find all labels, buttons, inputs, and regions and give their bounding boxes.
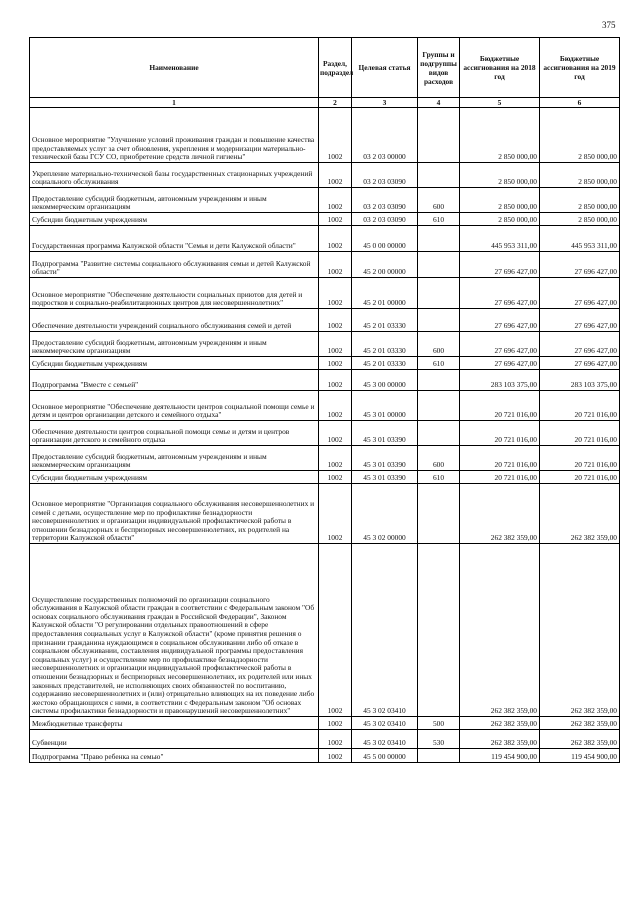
- row-section: 1002: [319, 730, 352, 749]
- row-name: Обеспечение деятельности учреждений социального обслуживания семей и детей: [30, 309, 319, 332]
- row-section: 1002: [319, 332, 352, 357]
- table-row: [30, 188, 620, 213]
- row-section: 1002: [319, 278, 352, 309]
- row-amount-2018: 262 382 359,00: [460, 484, 540, 544]
- row-article: 45 2 01 03330: [352, 332, 418, 357]
- header-article: Целевая статья: [352, 38, 418, 98]
- row-section: 1002: [319, 446, 352, 471]
- row-section: 1002: [319, 370, 352, 391]
- row-article: 03 2 03 03090: [352, 188, 418, 213]
- row-article: 03 2 03 00000: [352, 108, 418, 163]
- row-amount-2018: 445 953 311,00: [460, 226, 540, 252]
- table-row: [30, 370, 620, 391]
- row-name: Предоставление субсидий бюджетным, автономным учреждениям и иным некоммерческим организациям: [30, 188, 319, 213]
- column-number: 4: [418, 98, 460, 108]
- row-article: 45 3 01 03390: [352, 471, 418, 484]
- row-amount-2019: 2 850 000,00: [540, 213, 620, 226]
- row-group: 500: [418, 717, 460, 730]
- row-amount-2019: 119 454 900,00: [540, 749, 620, 763]
- row-group: [418, 370, 460, 391]
- header-row: [30, 38, 620, 98]
- row-group: [418, 484, 460, 544]
- row-amount-2018: 27 696 427,00: [460, 252, 540, 278]
- row-amount-2018: 27 696 427,00: [460, 332, 540, 357]
- header-section: Раздел, подраздел: [319, 38, 352, 98]
- row-group: 610: [418, 357, 460, 370]
- row-section: 1002: [319, 163, 352, 188]
- table-row: [30, 332, 620, 357]
- table-row: [30, 717, 620, 730]
- row-amount-2018: 283 103 375,00: [460, 370, 540, 391]
- row-article: 45 3 02 00000: [352, 484, 418, 544]
- row-amount-2019: 262 382 359,00: [540, 544, 620, 717]
- row-article: 03 2 03 03090: [352, 163, 418, 188]
- row-amount-2019: 262 382 359,00: [540, 730, 620, 749]
- row-section: 1002: [319, 421, 352, 446]
- row-group: [418, 421, 460, 446]
- row-amount-2018: 2 850 000,00: [460, 163, 540, 188]
- table-row: [30, 252, 620, 278]
- row-name: Укрепление материально-технической базы государственных стационарных учреждений социального обслуживания: [30, 163, 319, 188]
- row-group: [418, 163, 460, 188]
- row-amount-2018: 27 696 427,00: [460, 278, 540, 309]
- row-section: 1002: [319, 749, 352, 763]
- row-amount-2019: 262 382 359,00: [540, 717, 620, 730]
- row-article: 45 3 01 03390: [352, 421, 418, 446]
- row-name: Субсидии бюджетным учреждениям: [30, 213, 319, 226]
- row-group: 600: [418, 446, 460, 471]
- row-name: Предоставление субсидий бюджетным, автономным учреждениям и иным некоммерческим организациям: [30, 446, 319, 471]
- row-amount-2018: 262 382 359,00: [460, 730, 540, 749]
- row-section: 1002: [319, 484, 352, 544]
- row-amount-2018: 262 382 359,00: [460, 544, 540, 717]
- column-number: 5: [460, 98, 540, 108]
- row-amount-2019: 283 103 375,00: [540, 370, 620, 391]
- row-section: 1002: [319, 226, 352, 252]
- row-group: [418, 749, 460, 763]
- row-amount-2019: 27 696 427,00: [540, 357, 620, 370]
- row-name: Основное мероприятие "Улучшение условий проживания граждан и повышение качества предоставляемых услуг за счет обновления, укрепления и модернизации материально-технической базы ГСУ СО, приобретение средств личной гигиены": [30, 108, 319, 163]
- row-article: 45 2 01 00000: [352, 278, 418, 309]
- row-amount-2019: 2 850 000,00: [540, 163, 620, 188]
- row-group: [418, 252, 460, 278]
- column-number: 3: [352, 98, 418, 108]
- row-amount-2018: 20 721 016,00: [460, 391, 540, 421]
- table-row: [30, 391, 620, 421]
- row-amount-2019: 20 721 016,00: [540, 471, 620, 484]
- table-row: [30, 446, 620, 471]
- row-section: 1002: [319, 544, 352, 717]
- row-article: 45 3 02 03410: [352, 730, 418, 749]
- row-amount-2019: 27 696 427,00: [540, 252, 620, 278]
- table-row: [30, 278, 620, 309]
- row-group: 610: [418, 213, 460, 226]
- table-row: [30, 226, 620, 252]
- row-article: 45 0 00 00000: [352, 226, 418, 252]
- column-number: 2: [319, 98, 352, 108]
- row-amount-2019: 2 850 000,00: [540, 108, 620, 163]
- row-article: 45 3 02 03410: [352, 717, 418, 730]
- row-name: Подпрограмма "Вместе с семьей": [30, 370, 319, 391]
- row-group: [418, 278, 460, 309]
- row-amount-2019: 262 382 359,00: [540, 484, 620, 544]
- budget-table: [29, 37, 620, 763]
- row-amount-2019: 27 696 427,00: [540, 278, 620, 309]
- header-name: Наименование: [30, 38, 319, 98]
- row-article: 45 2 00 00000: [352, 252, 418, 278]
- row-section: 1002: [319, 108, 352, 163]
- header-2018: Бюджетные ассигнования на 2018 год: [460, 38, 540, 98]
- page-number: 375: [602, 20, 616, 30]
- row-amount-2019: 27 696 427,00: [540, 309, 620, 332]
- header-2019: Бюджетные ассигнования на 2019 год: [540, 38, 620, 98]
- table-row: [30, 730, 620, 749]
- row-amount-2019: 2 850 000,00: [540, 188, 620, 213]
- table-row: [30, 421, 620, 446]
- row-name: Осуществление государственных полномочий по организации социального обслуживания в Калужской области граждан в соответствии с Федеральным законом "Об основах социального обслуживания граждан в Российской Федерации", Законом Калужской области "О регулировании отдельных правоотношений в сфере предоставления социальных услуг в Калужской области" (кроме принятия решения о признании гражданина нуждающимся в социальном обслуживании либо об отказе в социальном обслуживании, составления индивидуальной программы предоставления социальных услуг) и осуществление мер по профилактике безнадзорности несовершеннолетних и организации индивидуальной профилактической работы в отношении безнадзорных и беспризорных несовершеннолетних, их родителей или иных законных представителей, не исполняющих своих обязанностей по воспитанию, содержанию несовершеннолетних и (или) отрицательно влияющих на их поведение либо жестоко обращающихся с ними, в соответствии с Федеральным законом "Об основах системы профилактики безнадзорности и правонарушений несовершеннолетних": [30, 544, 319, 717]
- row-amount-2018: 27 696 427,00: [460, 309, 540, 332]
- row-group: [418, 391, 460, 421]
- row-amount-2019: 445 953 311,00: [540, 226, 620, 252]
- column-number: 1: [30, 98, 319, 108]
- table-row: [30, 108, 620, 163]
- table-row: [30, 357, 620, 370]
- row-amount-2018: 20 721 016,00: [460, 421, 540, 446]
- row-article: 45 2 01 03330: [352, 357, 418, 370]
- table-row: [30, 749, 620, 763]
- row-section: 1002: [319, 357, 352, 370]
- row-amount-2019: 20 721 016,00: [540, 421, 620, 446]
- row-amount-2018: 27 696 427,00: [460, 357, 540, 370]
- row-article: 45 3 01 00000: [352, 391, 418, 421]
- header-group: Группы и подгруппы видов расходов: [418, 38, 460, 98]
- row-amount-2018: 20 721 016,00: [460, 446, 540, 471]
- row-section: 1002: [319, 252, 352, 278]
- row-group: 600: [418, 332, 460, 357]
- row-article: 45 5 00 00000: [352, 749, 418, 763]
- row-group: 530: [418, 730, 460, 749]
- row-name: Субсидии бюджетным учреждениям: [30, 471, 319, 484]
- row-group: 600: [418, 188, 460, 213]
- row-section: 1002: [319, 391, 352, 421]
- row-name: Подпрограмма "Право ребенка на семью": [30, 749, 319, 763]
- row-amount-2018: 2 850 000,00: [460, 108, 540, 163]
- row-name: Обеспечение деятельности центров социальной помощи семье и детям и центров организации детского и семейного отдыха: [30, 421, 319, 446]
- row-section: 1002: [319, 717, 352, 730]
- table-row: [30, 309, 620, 332]
- table-body: [30, 108, 620, 763]
- column-number-row: [30, 98, 620, 108]
- row-section: 1002: [319, 188, 352, 213]
- row-section: 1002: [319, 213, 352, 226]
- row-section: 1002: [319, 471, 352, 484]
- row-name: Основное мероприятие "Организация социального обслуживания несовершеннолетних и семей с детьми, осуществление мер по профилактике безнадзорности несовершеннолетних и организации индивидуальной профилактической работы в отношении безнадзорных и беспризорных несовершеннолетних, их родителей на территории Калужской области": [30, 484, 319, 544]
- row-group: [418, 226, 460, 252]
- row-group: [418, 108, 460, 163]
- table-row: [30, 484, 620, 544]
- row-amount-2018: 2 850 000,00: [460, 188, 540, 213]
- table-row: [30, 544, 620, 717]
- row-amount-2019: 20 721 016,00: [540, 446, 620, 471]
- row-name: Субсидии бюджетным учреждениям: [30, 357, 319, 370]
- row-amount-2018: 119 454 900,00: [460, 749, 540, 763]
- row-amount-2018: 262 382 359,00: [460, 717, 540, 730]
- row-group: 610: [418, 471, 460, 484]
- table-row: [30, 163, 620, 188]
- row-amount-2018: 20 721 016,00: [460, 471, 540, 484]
- column-number: 6: [540, 98, 620, 108]
- row-article: 03 2 03 03090: [352, 213, 418, 226]
- table-row: [30, 213, 620, 226]
- row-article: 45 2 01 03330: [352, 309, 418, 332]
- row-name: Межбюджетные трансферты: [30, 717, 319, 730]
- row-section: 1002: [319, 309, 352, 332]
- row-name: Предоставление субсидий бюджетным, автономным учреждениям и иным некоммерческим организациям: [30, 332, 319, 357]
- row-name: Подпрограмма "Развитие системы социального обслуживания семьи и детей Калужской области": [30, 252, 319, 278]
- row-article: 45 3 01 03390: [352, 446, 418, 471]
- row-amount-2018: 2 850 000,00: [460, 213, 540, 226]
- row-name: Субвенции: [30, 730, 319, 749]
- row-group: [418, 544, 460, 717]
- row-amount-2019: 27 696 427,00: [540, 332, 620, 357]
- row-name: Основное мероприятие "Обеспечение деятельности социальных приютов для детей и подростков и социально-реабилитационных центров для несовершеннолетних": [30, 278, 319, 309]
- row-article: 45 3 02 03410: [352, 544, 418, 717]
- row-article: 45 3 00 00000: [352, 370, 418, 391]
- row-name: Государственная программа Калужской области "Семья и дети Калужской области": [30, 226, 319, 252]
- row-group: [418, 309, 460, 332]
- row-amount-2019: 20 721 016,00: [540, 391, 620, 421]
- table-row: [30, 471, 620, 484]
- row-name: Основное мероприятие "Обеспечение деятельности центров социальной помощи семье и детям и центров организации детского и семейного отдыха": [30, 391, 319, 421]
